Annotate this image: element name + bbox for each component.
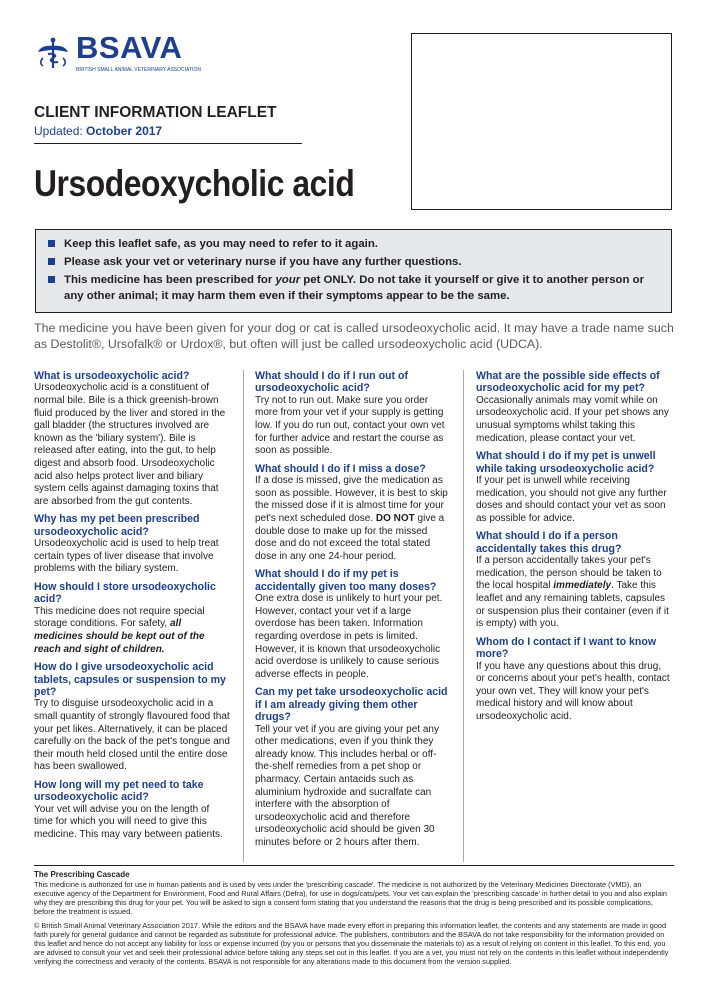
column-divider (463, 370, 464, 862)
section-heading: What should I do if a person accidentally takes this drug? (476, 530, 622, 555)
section-heading: What is ursodeoxycholic acid? (34, 370, 190, 382)
section-heading: Can my pet take ursodeoxycholic acid if I am already giving them other drugs? (255, 686, 448, 724)
section-body: Ursodeoxycholic acid is used to help treat certain types of liver disease that involve problems with the biliary system. (34, 538, 219, 575)
section-body: Your vet will advise you on the length of time for which you will need to give this medicine. This may vary between patients. (34, 803, 223, 840)
leaflet-type-heading: CLIENT INFORMATION LEAFLET (34, 104, 277, 121)
warning-item: Please ask your vet or veterinary nurse if you have any further questions. (64, 254, 661, 270)
cascade-text: This medicine is authorized for use in human patients and is used by vets under the 'prescribing cascade'. The medicine is not authorized by the Veterinary Medicines Directorate (VMD), an executive agency of the Department for Environment, Food and Rural Affairs (Defra), for use in dogs/cats/pets. Your vet can explain the 'prescribing cascade' in further detail to you and also explain why they are prescribing this drug for your pet. You will be asked to sign a consent form stating that you understand the reasons that the drug is being prescribed and its possible complications, before the treatment is issued. (34, 880, 667, 916)
footer-divider (34, 865, 674, 866)
logo-subtitle: BRITISH SMALL ANIMAL VETERINARY ASSOCIATION (76, 67, 201, 73)
warning-box (35, 229, 672, 313)
square-bullet-icon (48, 276, 55, 283)
intro-paragraph: The medicine you have been given for your dog or cat is called ursodeoxycholic acid. It may have a trade name such as Destolit®, Ursofalk® or Urdox®, but often will just be called ursodeoxycholic acid (UDCA). (34, 321, 674, 351)
square-bullet-icon (48, 240, 55, 247)
copyright-text: © British Small Animal Veterinary Association 2017. While the editors and the BSAVA have made every effort in preparing this information leaflet, the contents and any statements are made in good faith purely for general guidance and cannot be regarded as substitute for professional advice. The publishers, contributors and the BSAVA do not take responsibility for the information provided on this leaflet and hence do not accept any liability for loss or expense incurred (by you or persons that you disseminate the materials to) as a result of relying on content in this leaflet. To this end, you are advised to consult your vet and seek their professional advice before taking any steps set out in this leaflet. If you are a vet, you must not rely on the contents in this leaflet without independently verifying the correctness and veracity of the contents. BSAVA is not responsible for any alterations made to this document from the version supplied. (34, 921, 669, 966)
section-heading: Why has my pet been prescribed ursodeoxycholic acid? (34, 513, 200, 538)
content-column-1 (34, 370, 230, 842)
cascade-heading: The Prescribing Cascade (34, 870, 130, 879)
section-heading: How should I store ursodeoxycholic acid? (34, 580, 216, 606)
section-body: If a person accidentally takes your pet's medication, the person should be taken to the local hospital immediately. Take this leaflet and any remaining tablets, capsules or suspension plus their container (even if it is empty) with you. (476, 555, 669, 630)
warning-item: This medicine has been prescribed for your pet ONLY. Do not take it yourself or give it to another person or any other animal; it may harm them even if their symptoms appear to be the same. (64, 272, 661, 304)
section-body: Try not to run out. Make sure you order more from your vet if your supply is getting low. If you do run out, contact your own vet for further advice and restart the course as soon as possible. (255, 394, 445, 457)
updated-line (34, 124, 162, 138)
section-body: Occasionally animals may vomit while on ursodeoxycholic acid. If your pet shows any unusual symptoms whilst taking this medication, please contact your vet. (476, 394, 669, 444)
page-title: Ursodeoxycholic acid (34, 163, 355, 204)
section-body: One extra dose is unlikely to hurt your pet. However, contact your vet if a large overdose has been taken. Information regarding overdose in pets is limited. However, it is known that ursodeoxycholic acid overdose is unlikely to cause serious adverse effects in people. (255, 593, 443, 680)
section-body: If a dose is missed, give the medication as soon as possible. However, it is best to skip the missed dose if it is almost time for your pet's next scheduled dose. DO NOT give a double dose to make up for the missed dose and do not exceed the total stated dose in any one 24-hour period. (255, 475, 448, 562)
section-body: This medicine does not require special storage conditions. For safety, all medicines should be kept out of the reach and sight of children. (34, 605, 205, 655)
updated-date: October 2017 (86, 124, 163, 138)
practice-stamp-box (411, 33, 672, 210)
logo-wordmark: BSAVA (76, 30, 183, 65)
section-body: Ursodeoxycholic acid is a constituent of normal bile. Bile is a thick greenish-brown fluid produced by the liver and stored in the gall bladder (the structures involved are known as the 'biliary system'). Bile is released after eating, into the gut, to help digest and absorb food. Ursodeoxycholic acid also helps protect liver and biliary system cells against damaging toxins that are absorbed from the gut contents. (34, 382, 226, 507)
bsava-logo (34, 30, 201, 74)
section-heading: What should I do if my pet is unwell while taking ursodeoxycholic acid? (476, 450, 656, 475)
column-divider (243, 370, 244, 862)
bsava-emblem-icon (34, 36, 72, 70)
section-heading: What should I do if I run out of ursodeoxycholic acid? (255, 370, 408, 395)
section-body: If your pet is unwell while receiving medication, you should not give any further doses and should contact your vet as soon as possible for advice. (476, 475, 667, 524)
section-body: Tell your vet if you are giving your pet any other medications, even if you think they already know. This includes herbal or off-the-shelf remedies from a pet shop or pharmacy. Certain antacids such as aluminium hydroxide and sucralfate can interfere with the absorption of ursodeoxycholic acid and therefore ursodeoxycholic acid should be given 30 minutes before or 2 hours after them. (255, 723, 439, 848)
content-column-2 (255, 370, 451, 849)
section-body: Try to disguise ursodeoxycholic acid in a small quantity of strongly flavoured food that your pet likes. Alternatively, it can be placed carefully on the back of the pet's tongue and their mouth held closed until the entire dose has been swallowed. (34, 698, 230, 773)
header-divider (34, 143, 302, 144)
section-heading: What should I do if I miss a dose? (255, 462, 426, 475)
square-bullet-icon (48, 258, 55, 265)
footer (34, 870, 674, 971)
section-heading: What should I do if my pet is accidentally given too many doses? (255, 568, 437, 593)
updated-prefix: Updated: (34, 124, 83, 138)
section-heading: How long will my pet need to take ursodeoxycholic acid? (34, 778, 204, 804)
section-heading: Whom do I contact if I want to know more? (476, 635, 657, 661)
section-heading: How do I give ursodeoxycholic acid tablets, capsules or suspension to my pet? (34, 661, 226, 698)
content-column-3 (476, 370, 672, 724)
section-heading: What are the possible side effects of ursodeoxycholic acid for my pet? (476, 370, 660, 395)
warning-item: Keep this leaflet safe, as you may need to refer to it again. (64, 236, 661, 252)
section-body: If you have any questions about this drug, or concerns about your pet's health, contact your own vet. They will know your pet's medical history and will know about ursodeoxycholic acid. (476, 660, 670, 722)
